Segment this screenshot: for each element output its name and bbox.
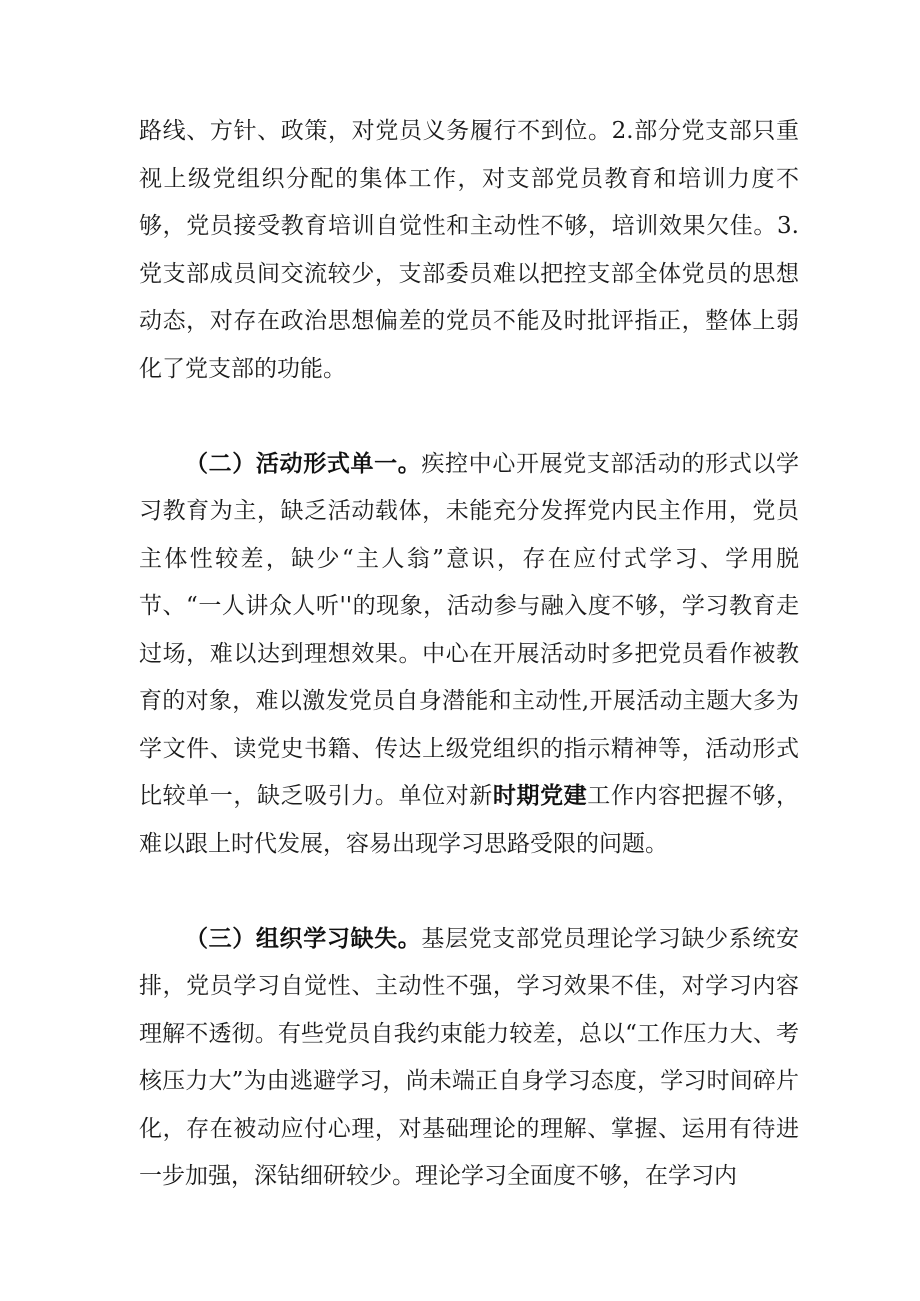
paragraph-continued [139, 108, 799, 393]
section-heading: （三）组织学习缺失。 [185, 925, 422, 952]
document-body [139, 108, 799, 1201]
bold-keyword: 时期党建 [492, 783, 588, 809]
paragraph-text: 路线、方针、政策，对党员义务履行不到位。2.部分党支部只重视上级党组织分配的集体工作，对支部党员教育和培训力度不够，党员接受教育培训自觉性和主动性不够，培训效果欠佳。3.党支部成员间交流较少，支部委员难以把控支部全体党员的思想动态，对存在政治思想偏差的党员不能及时批评指正，整体上弱化了党支部的功能。 [139, 118, 799, 382]
paragraph-text: 基层党支部党员理论学习缺少系统安排，党员学习自觉性、主动性不强，学习效果不佳，对学习内容理解不透彻。有些党员自我约束能力较差，总以“工作压力大、考核压力大”为由逃避学习，尚未端正自身学习态度，学习时间碎片化，存在被动应付心理，对基础理论的理解、掌握、运用有待进一步加强，深钻细研较少。理论学习全面度不够，在学习内 [139, 925, 800, 1189]
paragraph-text: 工作内容把握不够，难以跟上时代发展，容易出现学习思路受限的问题。 [139, 783, 800, 857]
paragraph-section-3 [139, 916, 799, 1201]
section-heading: （二）活动形式单一。 [185, 450, 422, 477]
paragraph-section-2 [139, 441, 799, 869]
paragraph-text: 疾控中心开展党支部活动的形式以学习教育为主，缺乏活动载体，未能充分发挥党内民主作用，党员主体性较差，缺少“主人翁”意识，存在应付式学习、学用脱节、“一人讲众人听''的现象，活动参与融入度不够，学习教育走过场，难以达到理想效果。中心在开展活动时多把党员看作被教育的对象，难以激发党员自身潜能和主动性,开展活动主题大多为学文件、读党史书籍、传达上级党组织的指示精神等，活动形式比较单一，缺乏吸引力。单位对新 [139, 450, 800, 809]
